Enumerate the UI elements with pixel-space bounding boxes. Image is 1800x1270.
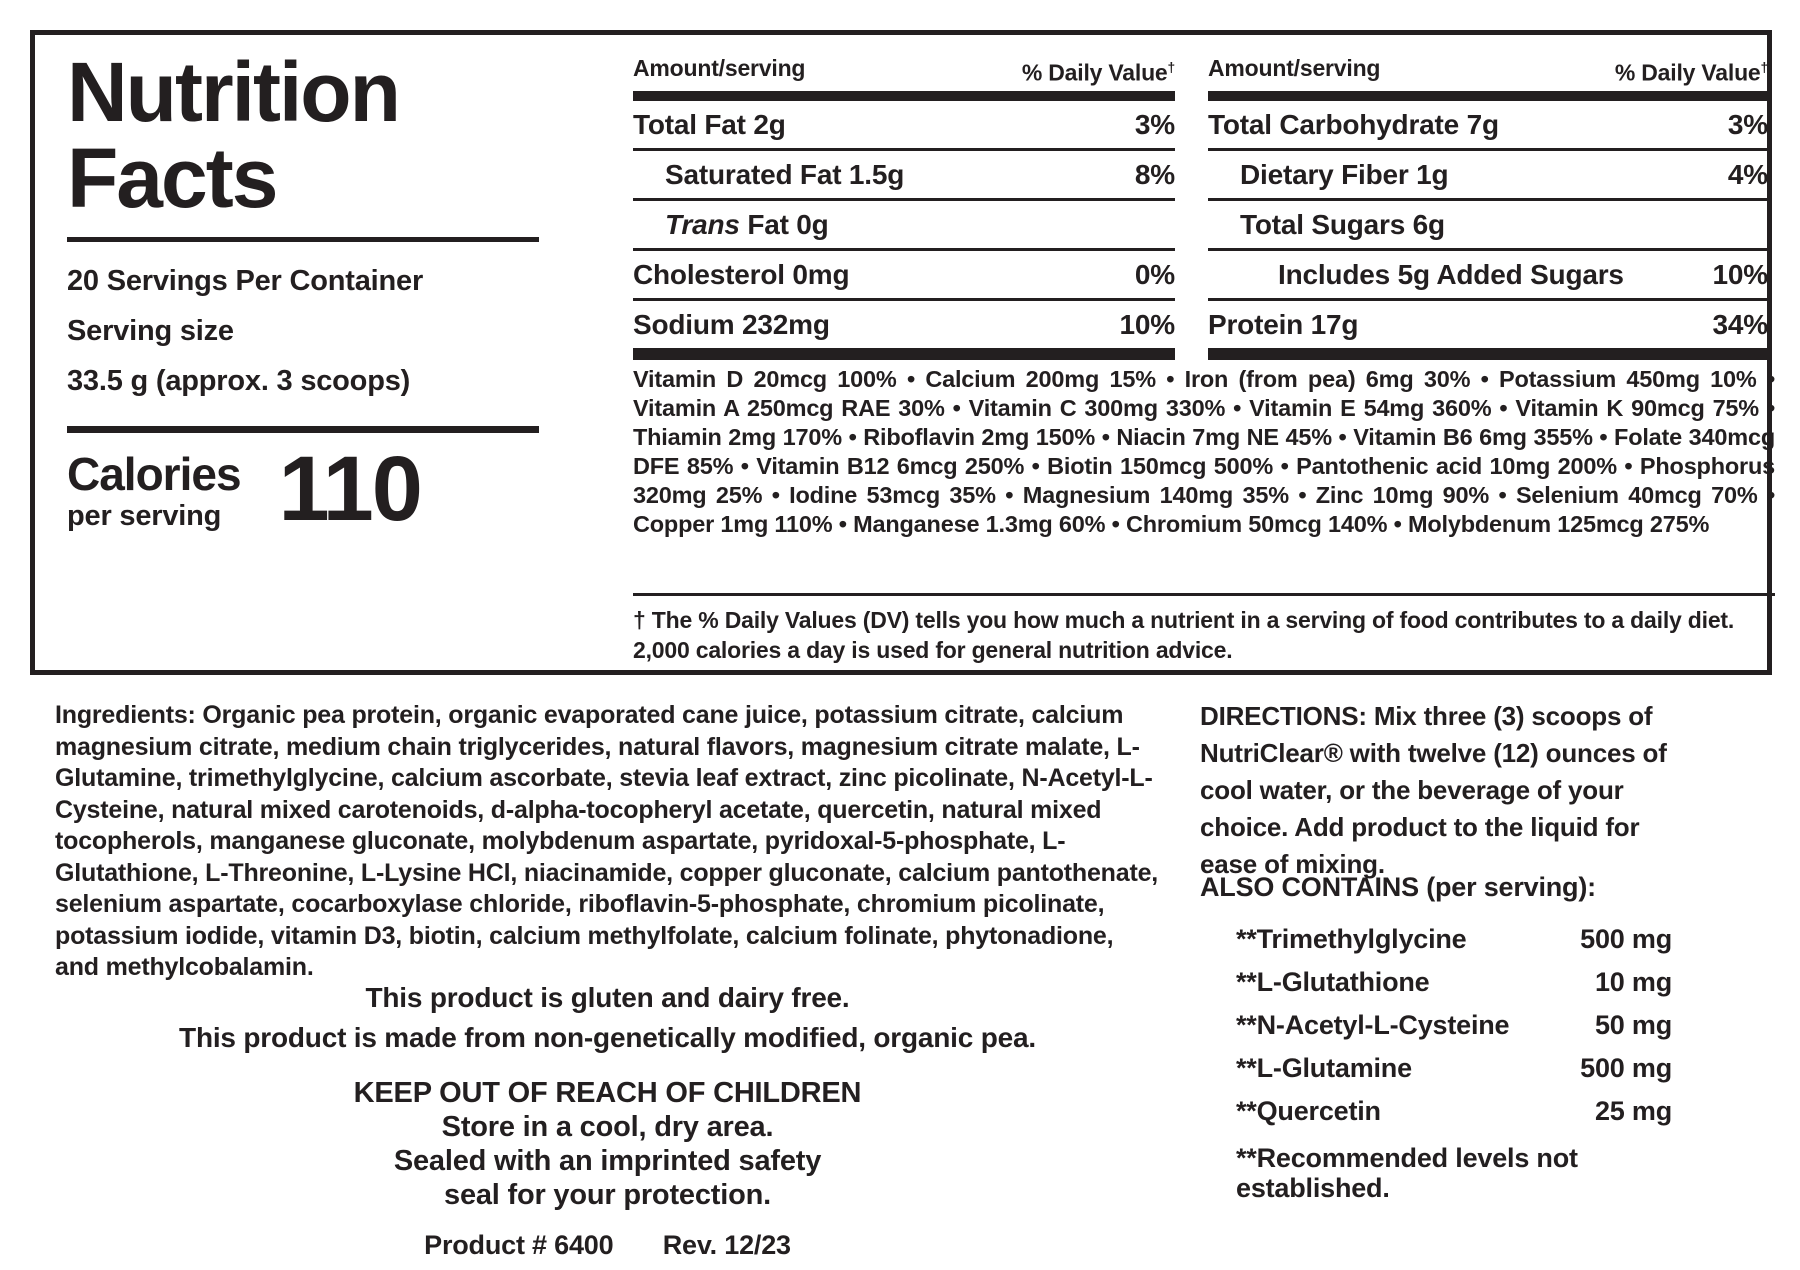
- row-dv: 8%: [1134, 158, 1175, 190]
- divider-thick: [1208, 91, 1768, 101]
- row-label: Includes 5g Added Sugars: [1278, 258, 1624, 290]
- table-row-total-sugars: [1208, 201, 1768, 251]
- row-dv: 10%: [1119, 308, 1175, 340]
- ingredient-name: **L-Glutathione: [1236, 967, 1430, 997]
- also-contains-row: [1200, 924, 1672, 954]
- row-dv: 10%: [1712, 258, 1768, 290]
- servings-per-container: 20 Servings Per Container: [67, 265, 424, 297]
- table-row-saturated-fat: [633, 151, 1175, 201]
- ingredient-name: **Trimethylglycine: [1236, 924, 1467, 954]
- row-label: Total Fat 2g: [633, 108, 786, 140]
- carb-table: [1208, 55, 1768, 360]
- revision-code: Rev. 12/23: [662, 1230, 791, 1260]
- safety-seal-note-line1: Sealed with an imprinted safety: [393, 1145, 822, 1177]
- row-label: Cholesterol 0mg: [633, 258, 850, 290]
- row-dv: 34%: [1712, 308, 1768, 340]
- ingredient-amount: 50 mg: [1594, 1010, 1672, 1040]
- row-dv: 3%: [1134, 108, 1175, 140]
- table-row-protein: [1208, 301, 1768, 348]
- dagger-mark: †: [1760, 60, 1768, 75]
- safety-seal-note-line2: seal for your protection.: [444, 1179, 771, 1211]
- ingredient-amount: 500 mg: [1580, 1053, 1672, 1083]
- gluten-dairy-free-note: This product is gluten and dairy free.: [365, 982, 850, 1013]
- row-label: Saturated Fat 1.5g: [665, 158, 905, 190]
- divider: [67, 237, 539, 242]
- daily-value-header: % Daily Value†: [1021, 59, 1175, 86]
- table-row-sodium: [633, 301, 1175, 348]
- table-row-total-fat: [633, 101, 1175, 151]
- calories-sublabel: per serving: [67, 500, 222, 532]
- also-contains-block: [1200, 872, 1672, 1203]
- recommended-levels-note: **Recommended levels not established.: [1236, 1143, 1578, 1203]
- also-contains-row: [1200, 1053, 1672, 1083]
- ingredient-amount: 500 mg: [1580, 924, 1672, 954]
- product-number: Product # 6400: [424, 1230, 614, 1260]
- serving-size-value: 33.5 g (approx. 3 scoops): [67, 365, 411, 397]
- daily-value-header: % Daily Value†: [1614, 59, 1768, 86]
- divider-thick: [67, 426, 539, 433]
- row-label: Trans Fat 0g: [665, 208, 829, 240]
- also-contains-row: [1200, 1010, 1672, 1040]
- row-label: Protein 17g: [1208, 308, 1359, 340]
- ingredient-name: **N-Acetyl-L-Cysteine: [1236, 1010, 1510, 1040]
- table-row-cholesterol: [633, 251, 1175, 301]
- table-row-total-carbohydrate: [1208, 101, 1768, 151]
- amount-serving-header: Amount/serving: [633, 55, 806, 81]
- row-dv: 3%: [1727, 108, 1768, 140]
- directions-text: DIRECTIONS: Mix three (3) scoops of NutriClear® with twelve (12) ounces of cool water, or the beverage of your choice. Add product to the liquid for ease of mixing.: [1200, 701, 1667, 879]
- nutrition-facts-panel: [30, 30, 1775, 675]
- warning-block: [55, 1076, 1160, 1212]
- table-row-trans-fat: [633, 201, 1175, 251]
- ingredient-amount: 25 mg: [1594, 1096, 1672, 1126]
- divider-thick: [633, 91, 1175, 101]
- calories-label: Calories: [67, 448, 241, 500]
- divider-thick: [1208, 348, 1768, 360]
- calories-block: [67, 438, 539, 540]
- also-contains-heading: ALSO CONTAINS (per serving):: [1200, 872, 1596, 902]
- ingredient-name: **L-Glutamine: [1236, 1053, 1412, 1083]
- dagger-mark: †: [1167, 60, 1175, 75]
- row-dv: 0%: [1134, 258, 1175, 290]
- also-contains-row: [1200, 1096, 1672, 1126]
- daily-value-footnote: † The % Daily Values (DV) tells you how much a nutrient in a serving of food contributes to a daily diet. 2,000 calories a day is used for general nutrition advice.: [633, 607, 1735, 663]
- also-contains-row: [1200, 967, 1672, 997]
- ingredients-text: Ingredients: Organic pea protein, organic evaporated cane juice, potassium citrate, calcium magnesium citrate, medium chain triglycerides, natural flavors, magnesium citrate malate, L-Glutamine, trimethylglycine, calcium ascorbate, stevia leaf extract, zinc picolinate, N-Acetyl-L-Cysteine, natural mixed carotenoids, d-alpha-tocopheryl acetate, quercetin, natural mixed tocopherols, manganese gluconate, molybdenum aspartate, pyridoxal-5-phosphate, L-Glutathione, L-Threonine, L-Lysine HCl, niacinamide, copper gluconate, calcium pantothenate, selenium aspartate, cocarboxylase chloride, riboflavin-5-phosphate, chromium picolinate, potassium iodide, vitamin D3, biotin, calcium methylfolate, calcium folinate, phytonadione, and methylcobalamin.: [55, 701, 1159, 981]
- serving-info: [67, 256, 539, 406]
- ingredient-amount: 10 mg: [1594, 967, 1672, 997]
- ingredient-name: **Quercetin: [1236, 1096, 1381, 1126]
- calories-value: 110: [278, 438, 421, 540]
- row-label: Total Carbohydrate 7g: [1208, 108, 1499, 140]
- serving-size-label: Serving size: [67, 315, 234, 347]
- non-gmo-note: This product is made from non-genetically modified, organic pea.: [179, 1022, 1036, 1053]
- row-label: Dietary Fiber 1g: [1240, 158, 1449, 190]
- divider: [633, 593, 1775, 596]
- divider-thick: [633, 348, 1175, 360]
- storage-note: Store in a cool, dry area.: [441, 1111, 774, 1143]
- row-label: Sodium 232mg: [633, 308, 830, 340]
- panel-left-column: [67, 45, 539, 540]
- panel-title-line1: Nutrition: [67, 45, 399, 139]
- micronutrients-text: Vitamin D 20mcg 100% • Calcium 200mg 15% • Iron (from pea) 6mg 30% • Potassium 450mg 10% • Vitamin A 250mcg RAE 30% • Vitamin C 300mg 330% • Vitamin E 54mg 360% • Vitamin K 90mcg 75% • Thiamin 2mg 170% • Riboflavin 2mg 150% • Niacin 7mg NE 45% • Vitamin B6 6mg 355% • Folate 340mcg DFE 85% • Vitamin B12 6mcg 250% • Biotin 150mcg 500% • Pantothenic acid 10mg 200% • Phosphorus 320mg 25% • Iodine 53mcg 35% • Magnesium 140mg 35% • Zinc 10mg 90% • Selenium 40mcg 70% • Copper 1mg 110% • Manganese 1.3mg 60% • Chromium 50mcg 140% • Molybdenum 125mcg 275%: [633, 366, 1775, 537]
- footer: [55, 1230, 1160, 1261]
- amount-serving-header: Amount/serving: [1208, 55, 1381, 81]
- child-warning-heading: KEEP OUT OF REACH OF CHILDREN: [353, 1077, 862, 1109]
- table-row-added-sugars: [1208, 251, 1768, 301]
- panel-title-line2: Facts: [67, 131, 277, 225]
- fat-table: [633, 55, 1175, 360]
- row-label: Total Sugars 6g: [1240, 208, 1445, 240]
- table-row-dietary-fiber: [1208, 151, 1768, 201]
- row-dv: 4%: [1727, 158, 1768, 190]
- panel-title: [67, 45, 539, 225]
